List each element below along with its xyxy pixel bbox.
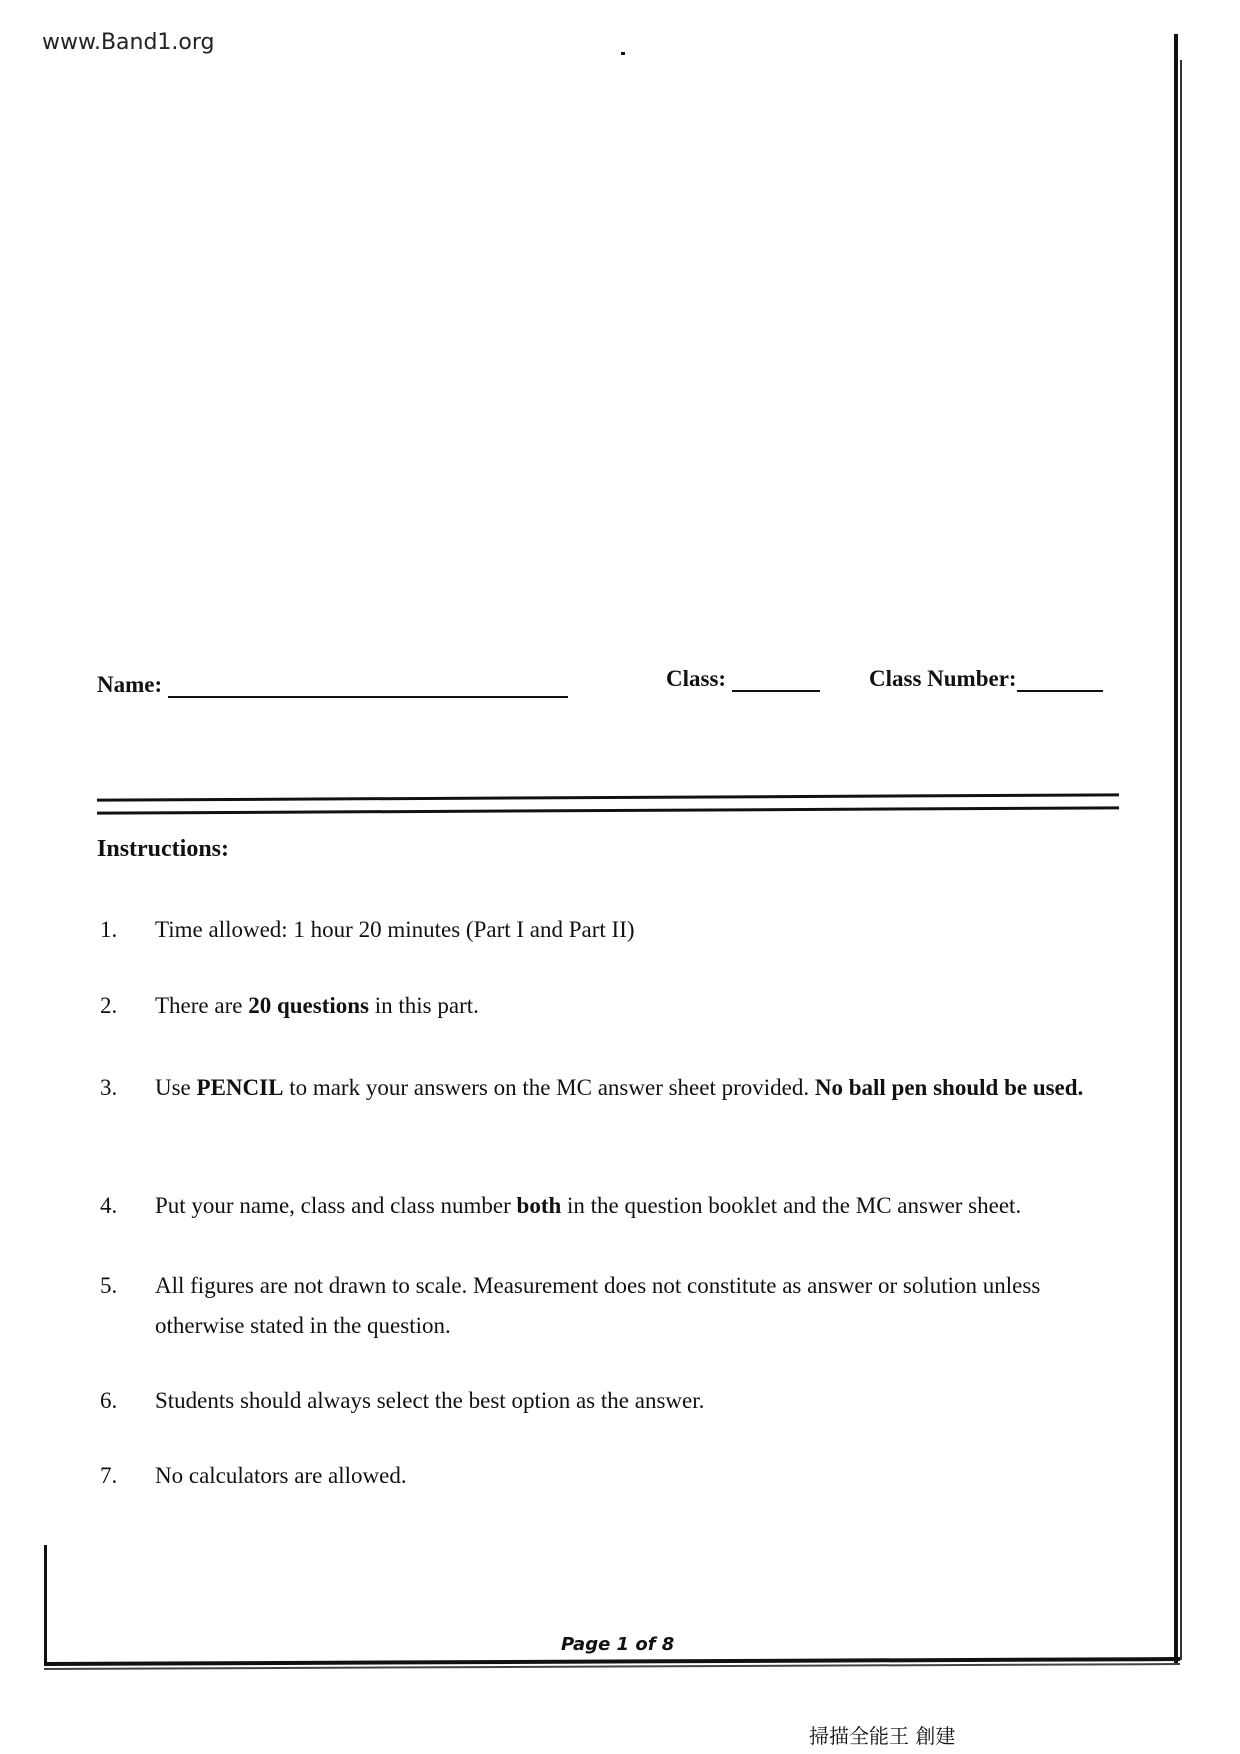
page-border-right [1174, 34, 1178, 1664]
page-border-right-inner [1180, 60, 1182, 1660]
name-field[interactable] [97, 672, 568, 698]
item-number: 1. [100, 917, 118, 942]
item-text: All figures are not drawn to scale. Measurement does not constitute as answer or solution unless otherwise stated in the question. [155, 1273, 1041, 1338]
text-segment: Put your name, class and class number [155, 1193, 517, 1218]
divider-double-line [97, 793, 1119, 814]
item-number: 7. [100, 1463, 118, 1488]
class-label: Class: [666, 666, 727, 691]
website-watermark: www.Band1.org [42, 30, 215, 55]
item-text [155, 1068, 1130, 1108]
text-segment: in the question booklet and the MC answer sheet. [561, 1193, 1022, 1218]
scan-speck [621, 52, 625, 55]
item-number: 6. [100, 1388, 118, 1413]
class-number-field[interactable] [869, 666, 1103, 692]
item-text: No calculators are allowed. [155, 1463, 407, 1488]
instructions-heading: Instructions: [97, 836, 230, 862]
text-segment: Use [155, 1075, 197, 1100]
instruction-item-5 [100, 1266, 1130, 1346]
text-segment: in this part. [369, 993, 479, 1018]
scanner-footer: 掃描全能王 創建 [809, 1724, 956, 1748]
text-segment: to mark your answers on the MC answer sheet provided. [283, 1075, 815, 1100]
class-number-label: Class Number: [869, 666, 1017, 691]
item-number: 3. [100, 1075, 118, 1100]
instruction-item-7 [100, 1456, 1130, 1496]
bold-segment: both [516, 1193, 562, 1218]
name-blank[interactable] [168, 696, 568, 698]
item-text [155, 1186, 1130, 1226]
bold-segment: 20 questions [248, 993, 369, 1018]
text-segment: There are [155, 993, 249, 1018]
page-border-left [44, 1545, 47, 1665]
instruction-item-6 [100, 1381, 1130, 1421]
bold-segment: No ball pen should be used. [814, 1075, 1084, 1100]
class-number-blank[interactable] [1017, 690, 1103, 692]
class-field[interactable] [666, 666, 820, 692]
item-number: 4. [100, 1193, 118, 1218]
item-number: 2. [100, 993, 118, 1018]
page-number: Page 1 of 8 [561, 1634, 675, 1655]
bold-segment: PENCIL [196, 1075, 284, 1100]
item-text: Time allowed: 1 hour 20 minutes (Part I and Part II) [155, 917, 635, 942]
instruction-item-4 [100, 1186, 1130, 1226]
item-text [155, 986, 1130, 1026]
item-text: Students should always select the best option as the answer. [155, 1388, 705, 1413]
item-number: 5. [100, 1273, 118, 1298]
instruction-item-3 [100, 1068, 1130, 1108]
class-blank[interactable] [732, 690, 820, 692]
instruction-item-2 [100, 986, 1130, 1026]
instruction-item-1 [100, 910, 1130, 950]
name-label: Name: [97, 672, 163, 697]
